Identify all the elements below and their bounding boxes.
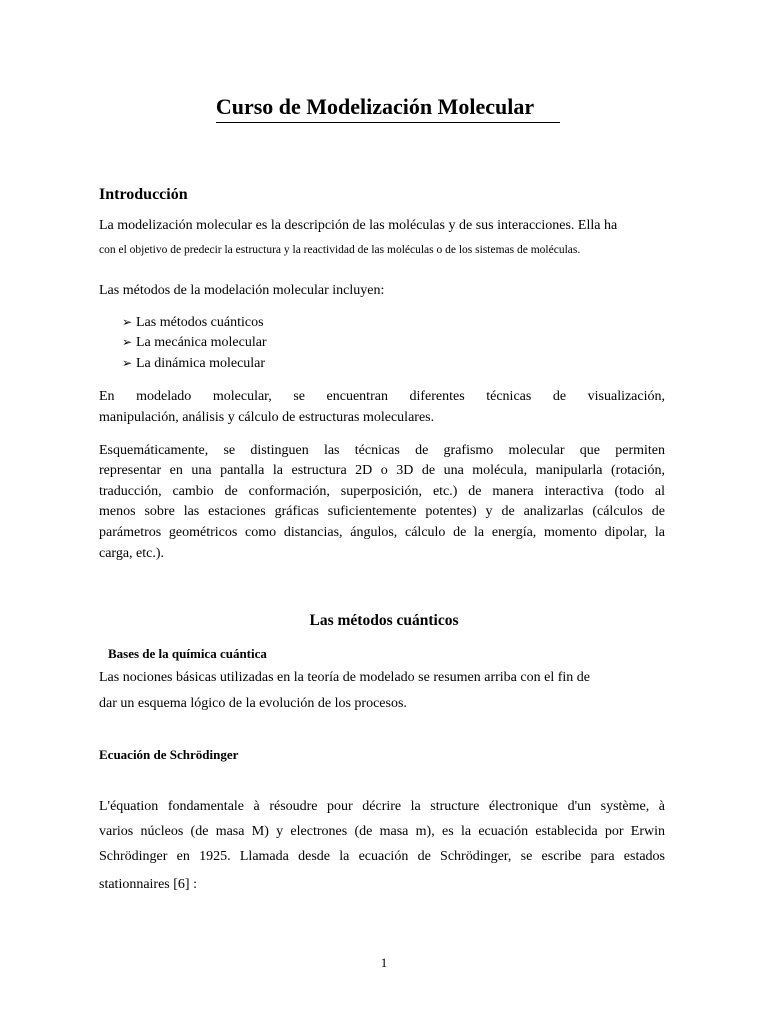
esquema-line-6: carga, etc.). [99,546,165,561]
list-item-label: La mecánica molecular [136,335,267,350]
schrodinger-line-2: varios núcleos (de masa M) y electrones (de masa m), es la ecuación establecida por Erwin [99,824,665,839]
cuanticos-heading: Las métodos cuánticos [309,612,459,629]
cuanticos-subheading: Bases de la química cuántica [108,646,267,661]
arrow-bullet-icon: ➢ [122,356,133,370]
document-title-wrapper [0,94,768,123]
intro-line-1: La modelización molecular es la descripción de las moléculas y de sus interacciones. Ella ha [99,218,618,233]
intro-line-2: con el objetivo de predecir la estructura y la reactividad de las moléculas o de los sistemas de moléculas. [99,244,581,256]
modelado-line-2: manipulación, análisis y cálculo de estructuras moleculares. [99,410,435,425]
esquema-line-5: parámetros geométricos como distancias, ángulos, cálculo de la energía, momento dipolar, la [99,525,665,540]
schrodinger-line-4: stationnaires [6] : [99,877,197,892]
modelado-line-1: En modelado molecular, se encuentran diferentes técnicas de visualización, [99,389,665,404]
cuanticos-line-2: dar un esquema lógico de la evolución de los procesos. [99,696,407,711]
arrow-bullet-icon: ➢ [122,315,133,329]
list-item-label: Las métodos cuánticos [136,315,264,330]
intro-heading: Introducción [99,186,188,203]
list-item [122,335,267,351]
cuanticos-line-1: Las nociones básicas utilizadas en la teoría de modelado se resumen arriba con el fin de [99,670,590,685]
schrodinger-line-1: L'équation fondamentale à résoudre pour décrire la structure électronique d'un système, à [99,799,665,814]
esquema-line-1: Esquemáticamente, se distinguen las técnicas de grafismo molecular que permiten [99,443,665,458]
list-item [122,315,264,331]
schrodinger-heading: Ecuación de Schrödinger [99,747,239,762]
methods-intro: Las métodos de la modelación molecular incluyen: [99,283,385,298]
page-number: 1 [380,955,388,970]
document-title: Curso de Modelización Molecular [216,94,560,123]
arrow-bullet-icon: ➢ [122,335,133,349]
esquema-line-4: menos sobre las estaciones gráficas suficientemente potentes) y de analizarlas (cálculos de [99,504,665,519]
list-item-label: La dinámica molecular [136,356,266,371]
esquema-line-2: representar en una pantalla la estructura 2D o 3D de una molécula, manipularla (rotación, [99,463,665,478]
esquema-line-3: traducción, cambio de conformación, superposición, etc.) de manera interactiva (todo al [99,484,665,499]
list-item [122,356,265,372]
schrodinger-line-3: Schrödinger en 1925. Llamada desde la ecuación de Schrödinger, se escribe para estados [99,849,665,864]
